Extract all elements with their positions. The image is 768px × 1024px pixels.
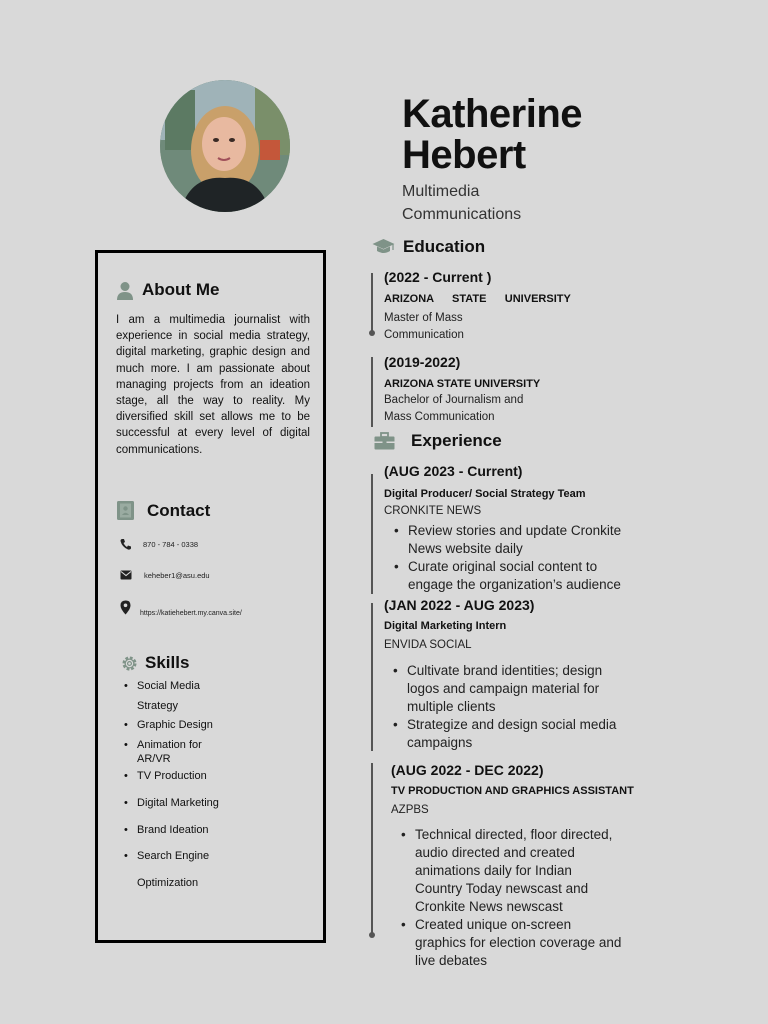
skill-item: • Social Media [124, 680, 200, 692]
skill-item: • Brand Ideation [124, 824, 209, 836]
address-book-icon [116, 500, 135, 521]
skill-item: • TV Production [124, 770, 207, 782]
exp-role: Digital Marketing Intern [384, 620, 507, 632]
education-heading [372, 237, 485, 257]
gear-icon [120, 654, 139, 673]
exp-bullets [394, 522, 621, 594]
contact-email [120, 570, 210, 580]
profile-photo-illustration [160, 80, 290, 212]
skill-item-cont: Strategy [137, 700, 178, 712]
about-heading [116, 280, 219, 300]
exp-role: TV PRODUCTION AND GRAPHICS ASSISTANT [391, 785, 634, 797]
contact-heading-label: Contact [147, 500, 211, 520]
exp-bullet: • Technical directed, floor directed, audio directed and created animations daily for Indian Country Today newscast and Cronkite News newscast [401, 826, 621, 916]
email-address[interactable]: keheber1@asu.edu [144, 570, 210, 580]
timeline-line [371, 474, 373, 594]
exp-company: ENVIDA SOCIAL [384, 639, 472, 651]
about-heading-label: About Me [142, 280, 220, 299]
envelope-icon [120, 570, 132, 580]
skill-item: • Digital Marketing [124, 797, 219, 809]
job-title [402, 180, 521, 226]
exp-company: CRONKITE NEWS [384, 505, 482, 517]
exp-bullet: • Created unique on-screen graphics for election coverage and live debates [401, 916, 621, 970]
timeline-line [371, 603, 373, 751]
education-heading-label: Education [403, 237, 486, 256]
exp-period: (JAN 2022 - AUG 2023) [384, 597, 535, 613]
about-text: I am a multimedia journalist with experience in social media strategy, digital marketing, graphic design and much more. I am passionate about managing projects from an ideation stage, all the way to reality. My diversified skill set allows me to be successful at every level of digital communications. [116, 314, 310, 456]
edu-period: (2022 - Current ) [384, 269, 492, 285]
exp-bullet: • Curate original social content to engage the organization’s audience [394, 558, 621, 594]
experience-heading-label: Experience [411, 431, 502, 450]
skill-item: • Graphic Design [124, 719, 213, 731]
experience-heading [374, 431, 502, 451]
skill-item-cont: Optimization [137, 877, 199, 889]
exp-role: Digital Producer/ Social Strategy Team [384, 488, 586, 500]
skill-item-cont: AR/VR [137, 753, 171, 765]
phone-number: 870 - 784 - 0338 [143, 539, 199, 549]
phone-icon [120, 538, 131, 550]
exp-bullet: • Cultivate brand identities; design logos and campaign material for multiple clients [393, 662, 616, 716]
timeline-line [371, 273, 373, 333]
exp-period: (AUG 2023 - Current) [384, 463, 523, 479]
timeline-line [371, 763, 373, 935]
person-icon [116, 281, 134, 300]
contact-heading [116, 500, 210, 521]
contact-website [120, 598, 242, 617]
exp-bullets [401, 826, 621, 970]
exp-company: AZPBS [391, 804, 429, 816]
timeline-dot [369, 330, 375, 336]
edu-degree: Bachelor of Journalism and Mass Communication [384, 394, 524, 423]
candidate-name [402, 94, 582, 176]
exp-bullet: • Strategize and design social media campaigns [393, 716, 616, 752]
location-pin-icon [120, 600, 131, 615]
exp-bullets [393, 662, 616, 752]
contact-phone [120, 538, 198, 550]
last-name: Hebert [402, 133, 526, 177]
skill-item: • Search Engine [124, 850, 210, 862]
exp-bullet: • Review stories and update Cronkite News website daily [394, 522, 621, 558]
graduation-cap-icon [372, 238, 395, 256]
job-title-line: Communications [402, 206, 522, 223]
exp-period: (AUG 2022 - DEC 2022) [391, 762, 544, 778]
edu-school: ARIZONA STATE UNIVERSITY [384, 293, 571, 305]
skills-heading [120, 653, 189, 673]
timeline-line [371, 357, 373, 427]
timeline-dot [369, 932, 375, 938]
profile-photo [160, 80, 290, 212]
first-name: Katherine [402, 92, 582, 136]
edu-degree: Master of Mass Communication [384, 312, 464, 341]
website-link[interactable]: https://katiehebert.my.canva.site/ [140, 610, 242, 617]
briefcase-icon [374, 432, 395, 450]
job-title-line: Multimedia [402, 183, 480, 200]
edu-school: ARIZONA STATE UNIVERSITY [384, 378, 541, 390]
skill-item: • Animation for [124, 739, 202, 751]
skills-heading-label: Skills [145, 653, 190, 672]
edu-period: (2019-2022) [384, 354, 461, 370]
